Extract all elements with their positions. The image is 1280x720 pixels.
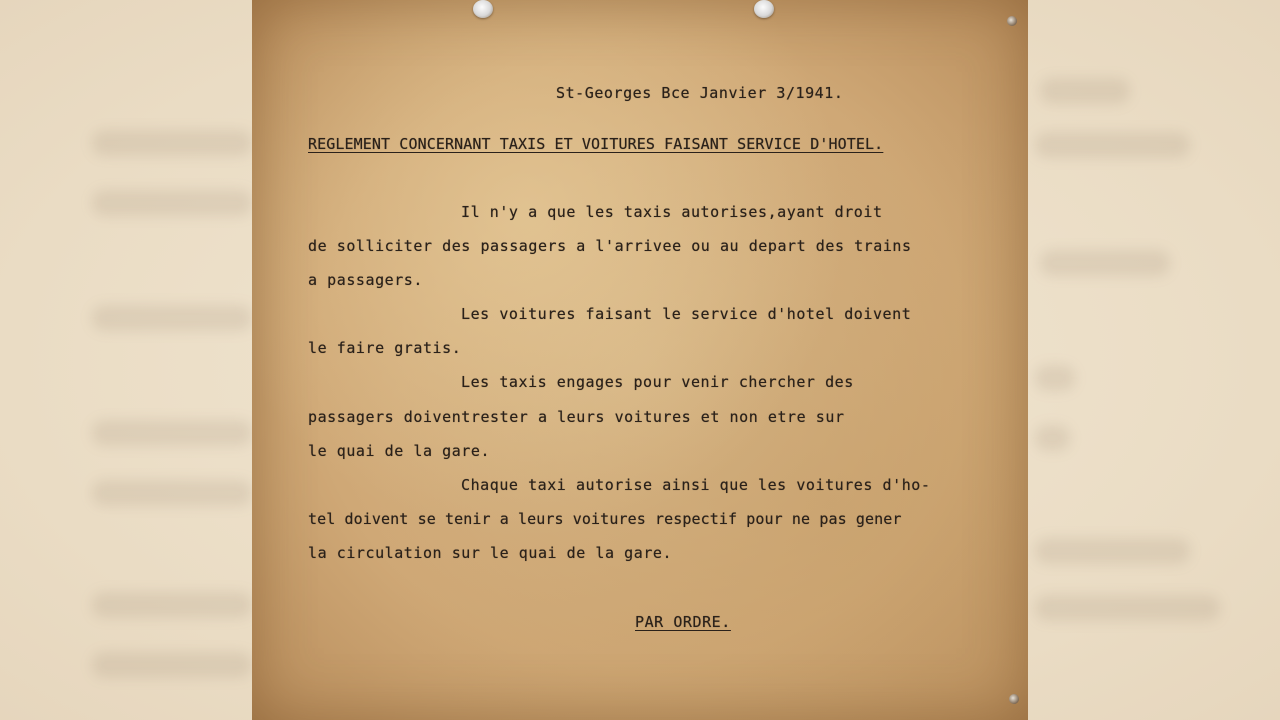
letter-line: a passagers. [308,271,423,289]
letter-line: Les taxis engages pour venir chercher des [461,373,854,391]
blurred-text-line [1035,365,1075,391]
blurred-text-line [92,480,252,506]
letter-date: St-Georges Bce Janvier 3/1941. [556,84,844,102]
blurred-text-line [1035,595,1220,621]
letter-title: REGLEMENT CONCERNANT TAXIS ET VOITURES FAISANT SERVICE D'HOTEL. [308,135,884,153]
blurred-text-line [92,592,252,618]
blurred-text-line [92,305,252,331]
letter-line: Les voitures faisant le service d'hotel doivent [461,305,912,323]
blurred-text-line [92,190,252,216]
letter-line: la circulation sur le quai de la gare. [308,544,673,562]
blurred-text-line [92,420,252,446]
letter-line: le faire gratis. [308,339,462,357]
letter-line: passagers doiventrester a leurs voitures et non etre sur [308,408,845,426]
letter-line: le quai de la gare. [308,442,491,460]
letter-line: tel doivent se tenir a leurs voitures respectif pour ne pas gener [308,510,902,528]
blurred-text-line [1040,78,1130,104]
blurred-text-line [92,130,252,156]
letter-line: Il n'y a que les taxis autorises,ayant droit [461,203,883,221]
pin-hole [1007,16,1017,26]
blurred-text-line [1040,250,1170,276]
letter-signature: PAR ORDRE. [635,613,731,631]
letter-line: de solliciter des passagers a l'arrivee ou au depart des trains [308,237,912,255]
blurred-text-line [1035,132,1190,158]
punch-hole [473,0,493,18]
blurred-text-line [1035,425,1070,451]
letter-line: Chaque taxi autorise ainsi que les voitures d'ho- [461,476,931,494]
punch-hole [754,0,774,18]
blurred-text-line [92,652,252,678]
blurred-text-line [1035,538,1190,564]
pin-hole [1009,694,1019,704]
letter-page [252,0,1028,720]
